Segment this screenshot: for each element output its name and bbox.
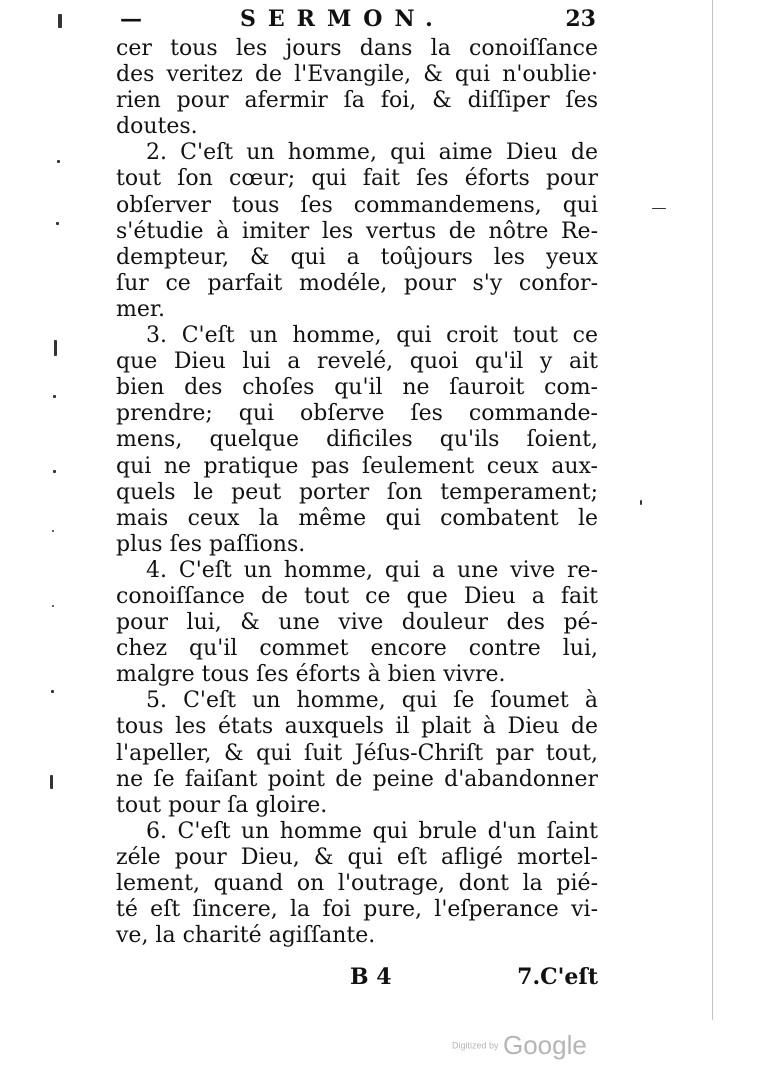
page-footer (116, 964, 598, 994)
text-line: des veritez de l'Evangile, & qui n'oublie· (116, 62, 598, 88)
header-title: SERMON. (240, 6, 445, 32)
watermark-brand: Google (502, 1030, 587, 1060)
text-line: plus ſes paſſions. (116, 531, 306, 557)
text-line: 3. C'eſt un homme, qui croit tout ce (146, 323, 598, 349)
page-number: 23 (565, 6, 596, 32)
scan-speck (640, 500, 642, 505)
text-line: tout pour ſa gloire. (116, 792, 328, 818)
text-line: obſerver tous ſes commandemens, qui (116, 192, 598, 218)
text-line: conoiſſance de tout ce que Dieu a fait (116, 583, 598, 609)
text-line: s'étudie à imiter les vertus de nôtre Re- (116, 218, 598, 244)
text-line: té eſt ſincere, la foi pure, l'eſperance vi- (116, 897, 598, 923)
text-line: cer tous les jours dans la conoiſſance (116, 36, 598, 61)
scan-speck (51, 690, 54, 693)
text-line: chez qu'il commet encore contre lui, (116, 636, 598, 662)
running-header (116, 6, 596, 40)
signature-mark: B 4 (350, 964, 392, 990)
text-line: ſur ce parfait modéle, pour s'y confor- (116, 270, 598, 296)
digitization-watermark (452, 1030, 587, 1061)
text-line: tous les états auxquels il plait à Dieu de (116, 714, 598, 740)
text-line: quels le peut porter ſon temperament; (116, 479, 598, 505)
text-line: mais ceux la même qui combatent le (116, 505, 598, 531)
catchword: 7.C'eſt (517, 964, 598, 990)
text-line: bien des choſes qu'il ne ſauroit com- (116, 375, 598, 401)
text-line: doutes. (116, 114, 198, 140)
text-line: tout ſon cœur; qui fait ſes éforts pour (116, 166, 598, 192)
text-line: mens, quelque dificiles qu'ils ſoient, (116, 427, 598, 453)
text-line: ne ſe faiſant point de peine d'abandonner (116, 766, 598, 792)
text-line: l'apeller, & qui ſuit Jéſus-Chriſt par tout, (116, 740, 598, 766)
text-line: rien pour afermir ſa foi, & diſſiper ſes (116, 88, 598, 114)
scan-speck (50, 775, 53, 789)
watermark-prefix: Digitized by (452, 1040, 499, 1051)
scan-speck (54, 340, 57, 356)
text-line: lement, quand on l'outrage, dont la pié- (116, 871, 598, 896)
text-line: ve, la charité agiſſante. (116, 923, 376, 949)
text-line: 4. C'eſt un homme, qui a une vive re- (146, 557, 598, 583)
text-line: pour lui, & une vive douleur des pé- (116, 610, 598, 636)
text-line: que Dieu lui a revelé, quoi qu'il y ait (116, 349, 598, 375)
sermon-text (116, 36, 598, 949)
text-line: zéle pour Dieu, & qui eſt afligé mortel- (116, 844, 598, 870)
scan-speck (52, 605, 54, 607)
scan-speck (58, 14, 62, 28)
text-line: 5. C'eſt un homme, qui ſe ſoumet à (146, 688, 598, 714)
scan-speck (57, 160, 60, 163)
text-line: qui ne pratique pas ſeulement ceux aux- (116, 453, 598, 479)
text-line: mer. (116, 296, 165, 322)
text-line: prendre; qui obſerve ſes commande- (116, 401, 598, 427)
text-line: dempteur, & qui a toûjours les yeux (116, 244, 598, 270)
header-dash: — (120, 6, 142, 32)
scan-speck (52, 530, 54, 532)
scan-speck (56, 222, 59, 225)
scan-speck (652, 208, 666, 209)
text-line: 6. C'eſt un homme qui brule d'un ſaint (146, 818, 598, 844)
scan-speck (53, 395, 56, 398)
text-line: malgre tous ſes éforts à bien vivre. (116, 662, 506, 688)
scan-speck (53, 470, 56, 473)
page-edge-line (712, 0, 713, 1020)
text-line: 2. C'eſt un homme, qui aime Dieu de (146, 140, 598, 166)
